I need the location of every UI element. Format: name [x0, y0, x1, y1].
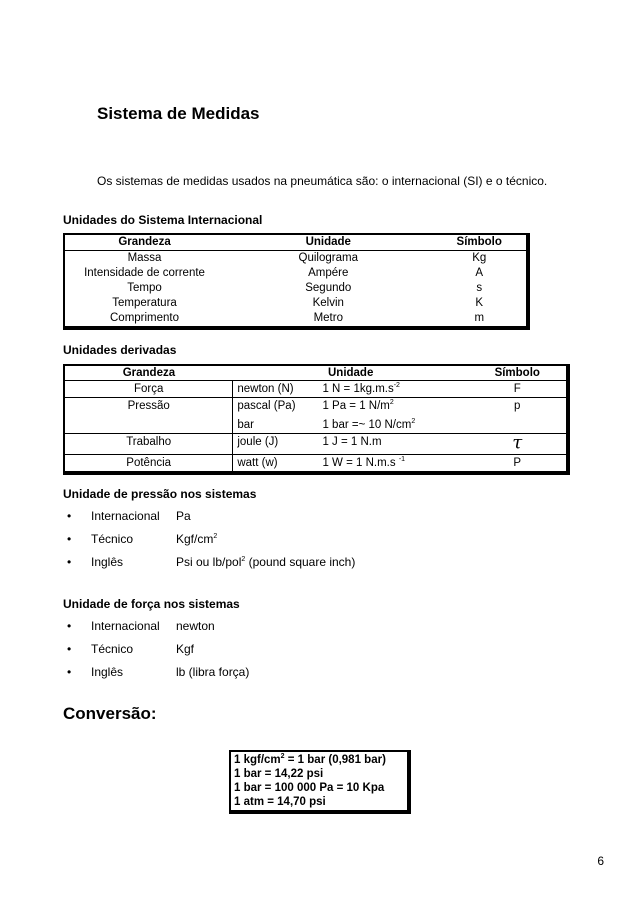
list-item: • Técnico Kgf	[67, 642, 195, 656]
cell-simbolo: m	[474, 312, 485, 324]
cell-grandeza: Tempo	[127, 282, 162, 294]
header-grandeza: Grandeza	[64, 365, 233, 381]
si-units-heading: Unidades do Sistema Internacional	[63, 213, 263, 227]
page-number: 6	[597, 854, 604, 868]
tau-symbol: τ	[512, 432, 523, 453]
cell-unit-name: pascal (Pa) bar	[233, 398, 319, 434]
bullet-icon: •	[67, 509, 72, 523]
bullet-icon: •	[67, 619, 72, 633]
cell-unidade: Kelvin	[312, 297, 344, 309]
cell-unidade: Quilograma	[298, 252, 358, 264]
cell-unit-definition: 1 $N = 1kg.m.s^{-2}$	[318, 381, 468, 398]
table-row	[64, 296, 528, 311]
force-units-list	[67, 618, 249, 687]
table-header-row	[64, 365, 568, 381]
cell-simbolo: Kg	[472, 252, 487, 264]
bullet-icon: •	[67, 665, 72, 679]
cell-simbolo: A	[475, 267, 484, 279]
bullet-icon: •	[67, 555, 72, 569]
cell-grandeza: Intensidade de corrente	[84, 267, 205, 279]
bullet-icon: •	[67, 642, 72, 656]
table-row	[64, 381, 568, 398]
cell-unit-name: newton (N)	[233, 381, 319, 398]
list-item: • Técnico Kgf/$cm^2$	[67, 532, 218, 546]
conversion-line: 1 bar = 14,22 psi	[234, 768, 324, 780]
list-item: • Inglês lb (libra força)	[67, 665, 250, 679]
header-grandeza: Grandeza	[64, 234, 224, 251]
force-units-heading: Unidade de força nos sistemas	[63, 597, 240, 611]
derived-units-heading: Unidades derivadas	[63, 343, 177, 357]
table-row	[64, 251, 528, 267]
conversion-line: 1 atm = 14,70 psi	[234, 796, 326, 808]
cell-simbolo: p	[469, 398, 569, 434]
list-item: • Internacional Pa	[67, 509, 191, 523]
cell-unidade: Segundo	[305, 282, 352, 294]
table-header-row	[64, 234, 528, 251]
header-unidade: Unidade	[233, 365, 469, 381]
table-row	[64, 311, 528, 328]
cell-simbolo: s	[476, 282, 483, 294]
pressure-units-heading: Unidade de pressão nos sistemas	[63, 487, 257, 501]
header-simbolo: Símbolo	[469, 365, 569, 381]
cell-simbolo: F	[469, 381, 569, 398]
conversion-line: 1 bar = 100 000 Pa = 10 Kpa	[234, 782, 385, 794]
si-units-table	[63, 233, 530, 330]
cell-unidade: Ampére	[308, 267, 349, 279]
cell-unit-name: watt (w)	[233, 455, 319, 474]
conversion-title: Conversão:	[63, 704, 157, 723]
table-row	[64, 398, 568, 434]
conversion-line: 1 kgf/$cm^2 = 1$ bar (0,981 bar)	[234, 753, 386, 766]
cell-unit-definition: 1 J = 1 N.m	[318, 434, 468, 455]
cell-grandeza: Potência	[126, 457, 172, 469]
header-unidade: Unidade	[224, 234, 432, 251]
page-title: Sistema de Medidas	[97, 104, 260, 123]
bullet-icon: •	[67, 532, 72, 546]
cell-grandeza: Temperatura	[112, 297, 177, 309]
cell-grandeza: Trabalho	[64, 434, 233, 455]
header-simbolo: Símbolo	[432, 234, 528, 251]
cell-unidade: Metro	[313, 312, 343, 324]
table-row	[64, 281, 528, 296]
cell-simbolo: P	[513, 457, 522, 469]
conversion-box	[229, 750, 411, 814]
list-item: • Inglês Psi ou lb/pol$^2$ (pound square inch)	[67, 555, 356, 569]
derived-units-table	[63, 364, 570, 475]
cell-grandeza: Comprimento	[110, 312, 180, 324]
cell-grandeza: Força	[64, 381, 233, 398]
pressure-units-list	[67, 508, 355, 577]
table-row	[64, 455, 568, 474]
cell-unit-definition: 1 W = 1 N.m.s $^{-1}$	[322, 456, 406, 469]
cell-unit-name: joule (J)	[233, 434, 319, 455]
table-row	[64, 266, 528, 281]
table-row	[64, 434, 568, 455]
cell-simbolo: K	[475, 297, 484, 309]
intro-paragraph: Os sistemas de medidas usados na pneumática são: o internacional (SI) e o técnico.	[97, 174, 548, 188]
cell-unit-definition: 1 Pa = 1 $N/m^2$ 1 bar =~ 10 $N/cm^2$	[318, 398, 468, 434]
list-item: • Internacional newton	[67, 619, 215, 633]
cell-grandeza: Pressão	[64, 398, 233, 434]
cell-simbolo	[469, 434, 569, 455]
cell-grandeza: Massa	[127, 252, 162, 264]
